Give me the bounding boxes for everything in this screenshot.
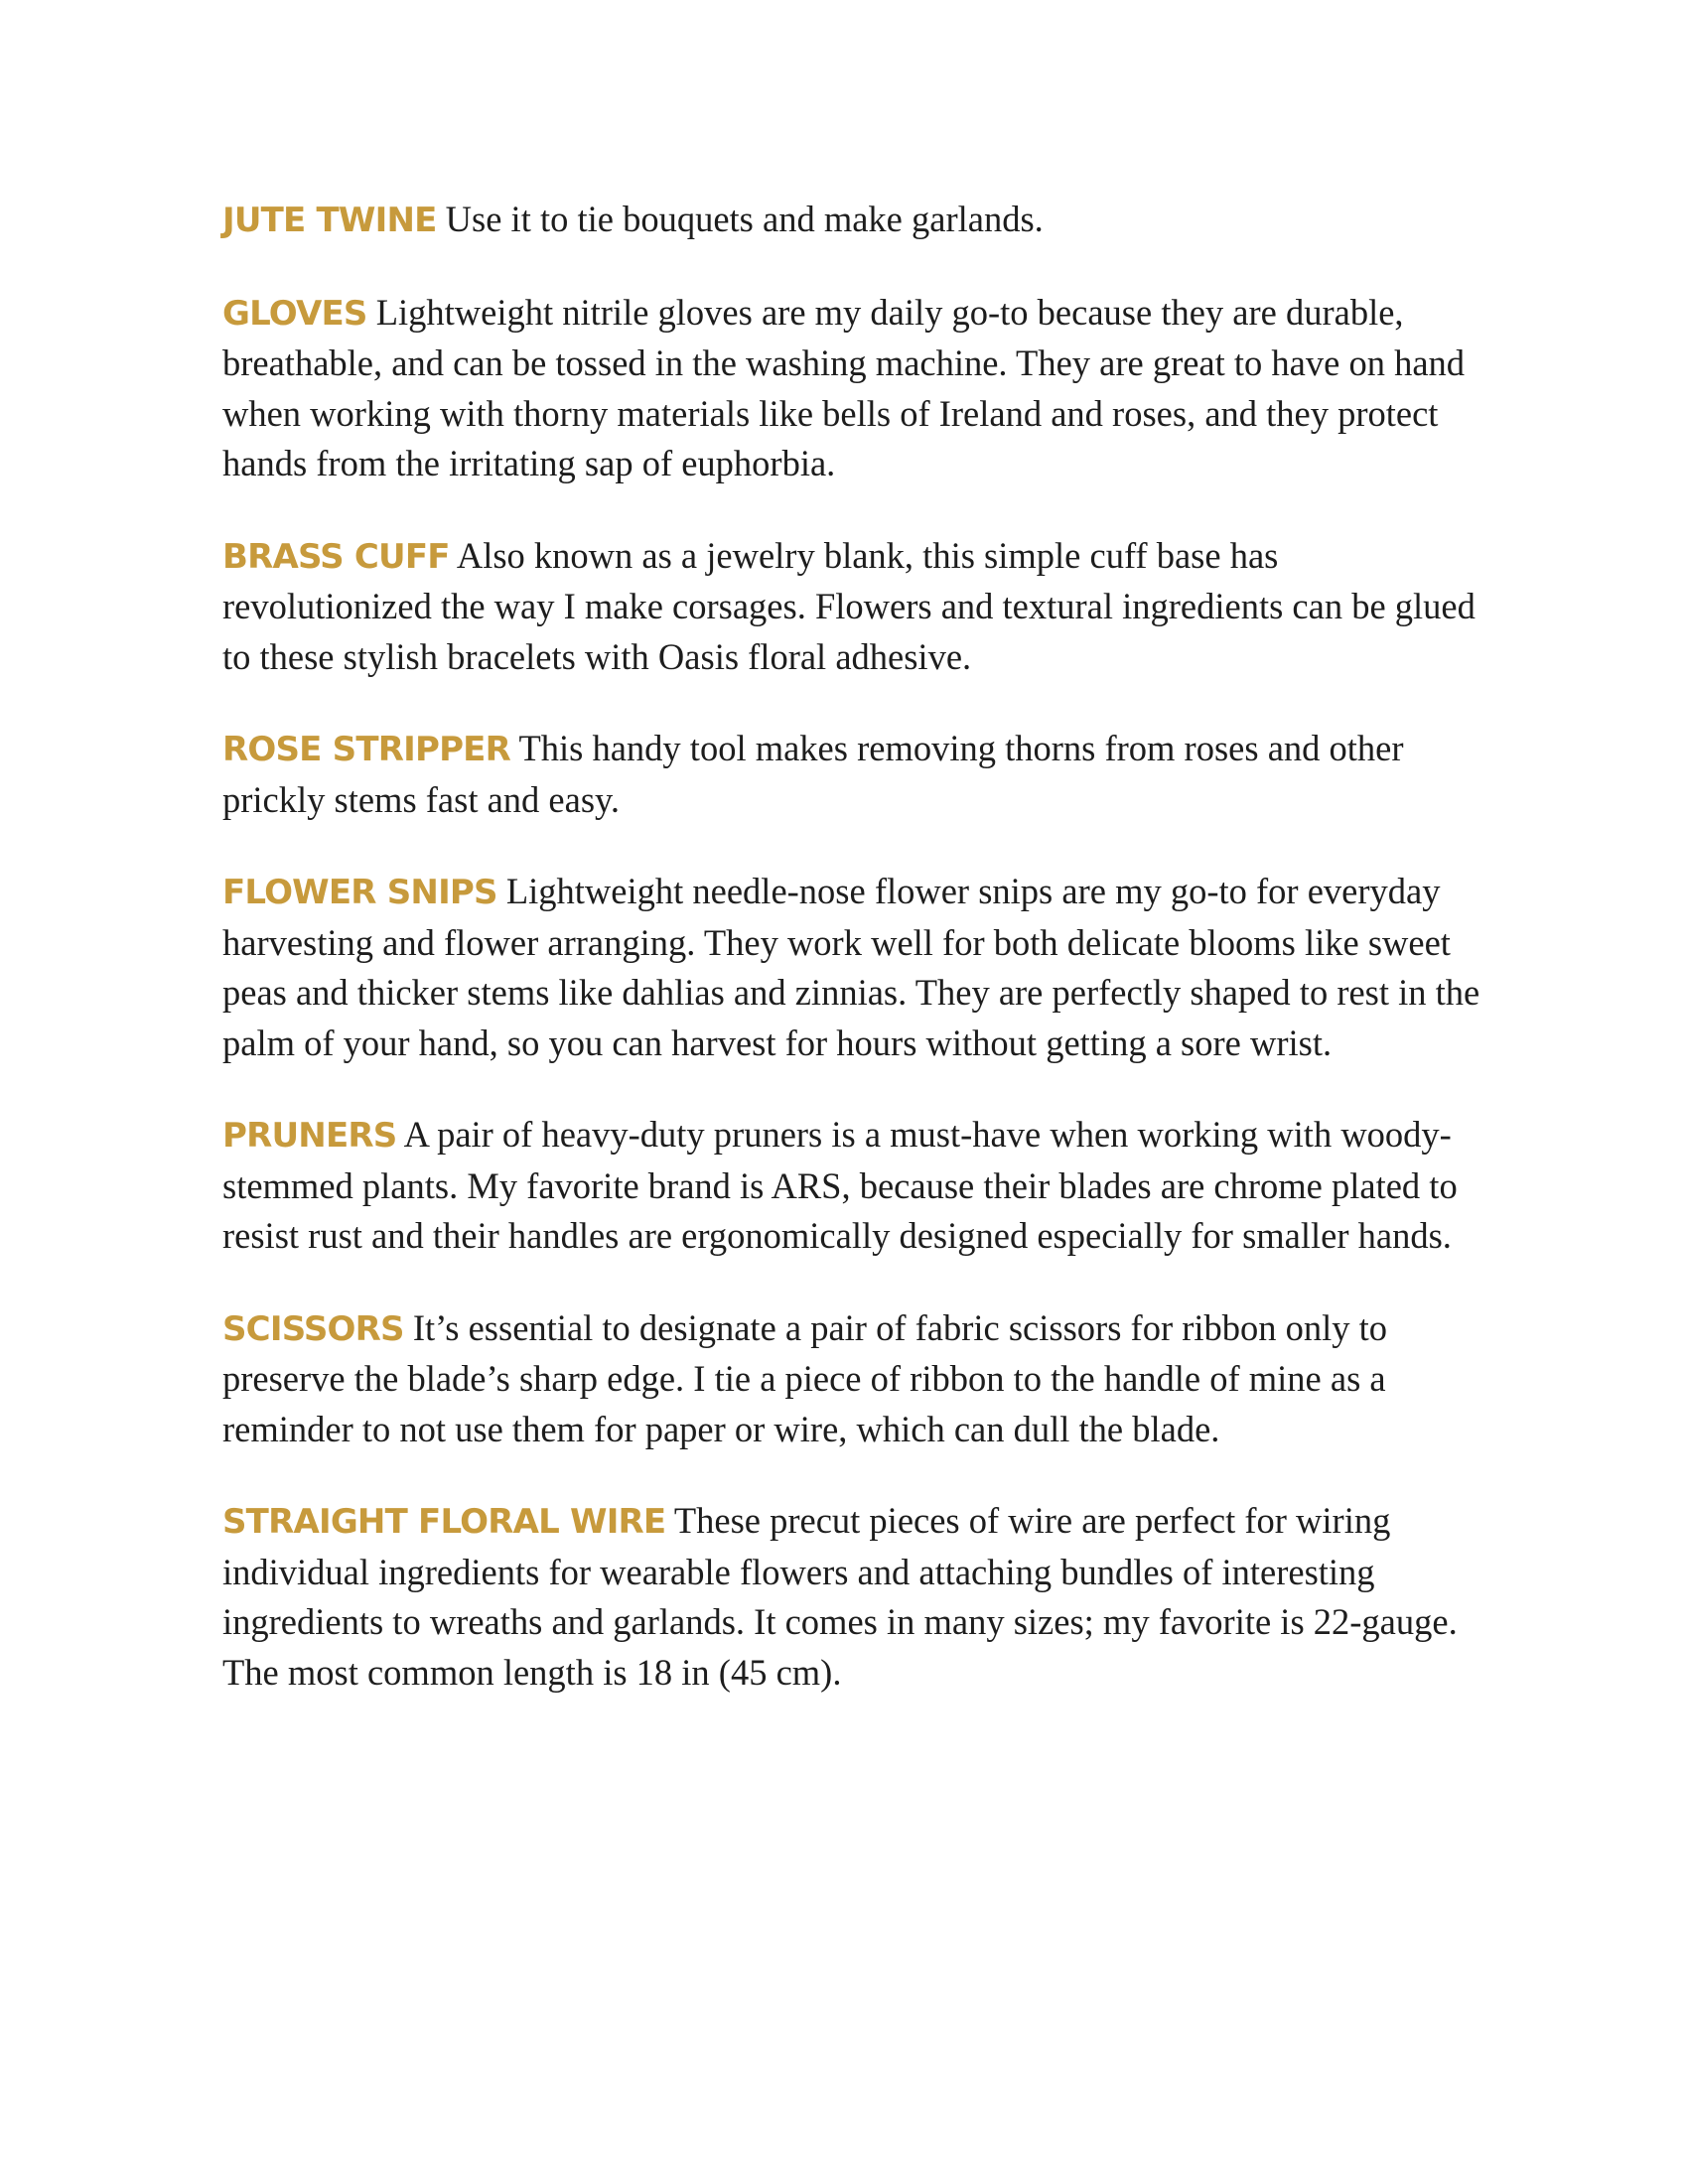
entry-gloves: [222, 288, 1483, 489]
entry-term: BRASS CUFF: [222, 536, 450, 577]
entry-term: FLOWER SNIPS: [222, 873, 497, 912]
entry-term: PRUNERS: [222, 1116, 397, 1156]
entry-text: A pair of heavy-duty pruners is a must-have when working with woody-stemmed plants. My favorite brand is ARS, because their blades are chrome plated to resist rust and their handles are ergonomically designed especially for smaller hands.: [222, 1114, 1458, 1256]
tool-list: [222, 195, 1483, 1739]
entry-scissors: [222, 1303, 1483, 1455]
entry-jute-twine: [222, 195, 1483, 246]
entry-flower-snips: [222, 867, 1483, 1068]
entry-text: These precut pieces of wire are perfect for wiring individual ingredients for wearable flowers and attaching bundles of interesting ingredients to wreaths and garlands. It comes in many sizes; my favorite is 22-gauge. The most common length is 18 in (45 cm).: [222, 1500, 1458, 1693]
entry-text: Also known as a jewelry blank, this simple cuff base has revolutionized the way I make corsages. Flowers and textural ingredients can be glued to these stylish bracelets with Oasis floral adhesive.: [222, 534, 1476, 677]
entry-text: Lightweight nitrile gloves are my daily go-to because they are durable, breathable, and can be tossed in the washing machine. They are great to have on hand when working with thorny materials like bells of Ireland and roses, and they protect hands from the irritating sap of euphorbia.: [222, 291, 1466, 483]
entry-term: SCISSORS: [222, 1308, 404, 1349]
entry-rose-stripper: [222, 724, 1483, 825]
entry-pruners: [222, 1110, 1483, 1262]
entry-term: GLOVES: [222, 293, 367, 334]
entry-text: It’s essential to designate a pair of fabric scissors for ribbon only to preserve the blade’s sharp edge. I tie a piece of ribbon to the handle of mine as a reminder to not use them for paper or wire, which can dull the blade.: [222, 1306, 1388, 1449]
entry-term: JUTE TWINE: [222, 201, 437, 240]
entry-term: ROSE STRIPPER: [222, 730, 510, 769]
entry-text: Lightweight needle-nose flower snips are my go-to for everyday harvesting and flower arranging. They work well for both delicate blooms like sweet peas and thicker stems like dahlias and zinnias. They are perfectly shaped to rest in the palm of your hand, so you can harvest for hours without getting a sore wrist.: [222, 871, 1480, 1063]
entry-text: This handy tool makes removing thorns from roses and other prickly stems fast and easy.: [222, 728, 1404, 820]
entry-text: Use it to tie bouquets and make garlands.: [445, 199, 1044, 239]
entry-straight-floral-wire: [222, 1496, 1483, 1698]
entry-term: STRAIGHT FLORAL WIRE: [222, 1502, 666, 1542]
entry-brass-cuff: [222, 531, 1483, 683]
